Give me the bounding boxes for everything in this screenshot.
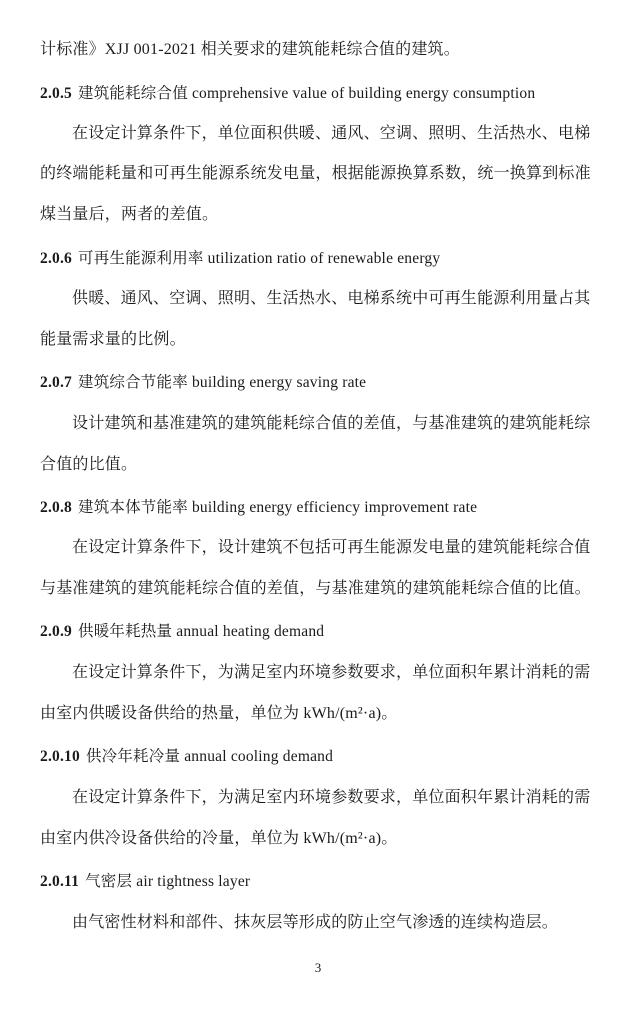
section-number: 2.0.5 xyxy=(40,85,72,102)
paragraph-line: 在设定计算条件下，设计建筑不包括可再生能源发电量的建筑能耗综合值 xyxy=(72,539,591,556)
paragraph-line: 煤当量后，两者的差值。 xyxy=(40,206,219,223)
section-heading-2-0-11 xyxy=(40,872,636,892)
section-heading-2-0-10 xyxy=(40,747,636,767)
paragraph-line: 的终端能耗量和可再生能源系统发电量，根据能源换算系数，统一换算到标准 xyxy=(40,165,591,182)
section-title: 供冷年耗冷量 annual cooling demand xyxy=(85,748,334,765)
paragraph-line: 与基准建筑的建筑能耗综合值的差值，与基准建筑的建筑能耗综合值的比值。 xyxy=(40,580,591,597)
paragraph-line: 合值的比值。 xyxy=(40,456,138,473)
section-heading-2-0-5 xyxy=(40,84,636,104)
paragraph-line: 由室内供冷设备供给的冷量，单位为 kWh/(m²·a)。 xyxy=(40,830,398,847)
section-title: 供暖年耗热量 annual heating demand xyxy=(78,623,325,640)
section-title: 可再生能源利用率 utilization ratio of renewable energy xyxy=(78,250,441,267)
section-title: 气密层 air tightness layer xyxy=(85,873,251,890)
paragraph-line: 由气密性材料和部件、抹灰层等形成的防止空气渗透的连续构造层。 xyxy=(72,914,559,931)
page-number: 3 xyxy=(314,960,322,975)
section-number: 2.0.7 xyxy=(40,374,72,391)
section-number: 2.0.8 xyxy=(40,499,72,516)
paragraph-line: 在设定计算条件下，为满足室内环境参数要求，单位面积年累计消耗的需 xyxy=(72,789,591,806)
section-heading-2-0-8 xyxy=(40,498,636,518)
section-title: 建筑本体节能率 building energy efficiency improvement rate xyxy=(78,499,478,516)
section-number: 2.0.10 xyxy=(40,748,80,765)
paragraph-line: 在设定计算条件下，单位面积供暖、通风、空调、照明、生活热水、电梯 xyxy=(72,125,591,142)
section-number: 2.0.9 xyxy=(40,623,72,640)
intro-continuation-line: 计标准》XJJ 001-2021 相关要求的建筑能耗综合值的建筑。 xyxy=(40,41,460,58)
section-title: 建筑综合节能率 building energy saving rate xyxy=(78,374,367,391)
paragraph-line: 设计建筑和基准建筑的建筑能耗综合值的差值，与基准建筑的建筑能耗综 xyxy=(72,415,591,432)
section-number: 2.0.11 xyxy=(40,873,80,890)
section-heading-2-0-7 xyxy=(40,373,636,393)
section-heading-2-0-9 xyxy=(40,622,636,642)
paragraph-line: 供暖、通风、空调、照明、生活热水、电梯系统中可再生能源利用量占其 xyxy=(72,290,591,307)
section-heading-2-0-6 xyxy=(40,249,636,269)
paragraph-line: 在设定计算条件下，为满足室内环境参数要求，单位面积年累计消耗的需 xyxy=(72,664,591,681)
section-number: 2.0.6 xyxy=(40,250,72,267)
paragraph-line: 由室内供暖设备供给的热量，单位为 kWh/(m²·a)。 xyxy=(40,705,398,722)
paragraph-line: 能量需求量的比例。 xyxy=(40,331,186,348)
section-title: 建筑能耗综合值 comprehensive value of building energy consumption xyxy=(78,85,536,102)
